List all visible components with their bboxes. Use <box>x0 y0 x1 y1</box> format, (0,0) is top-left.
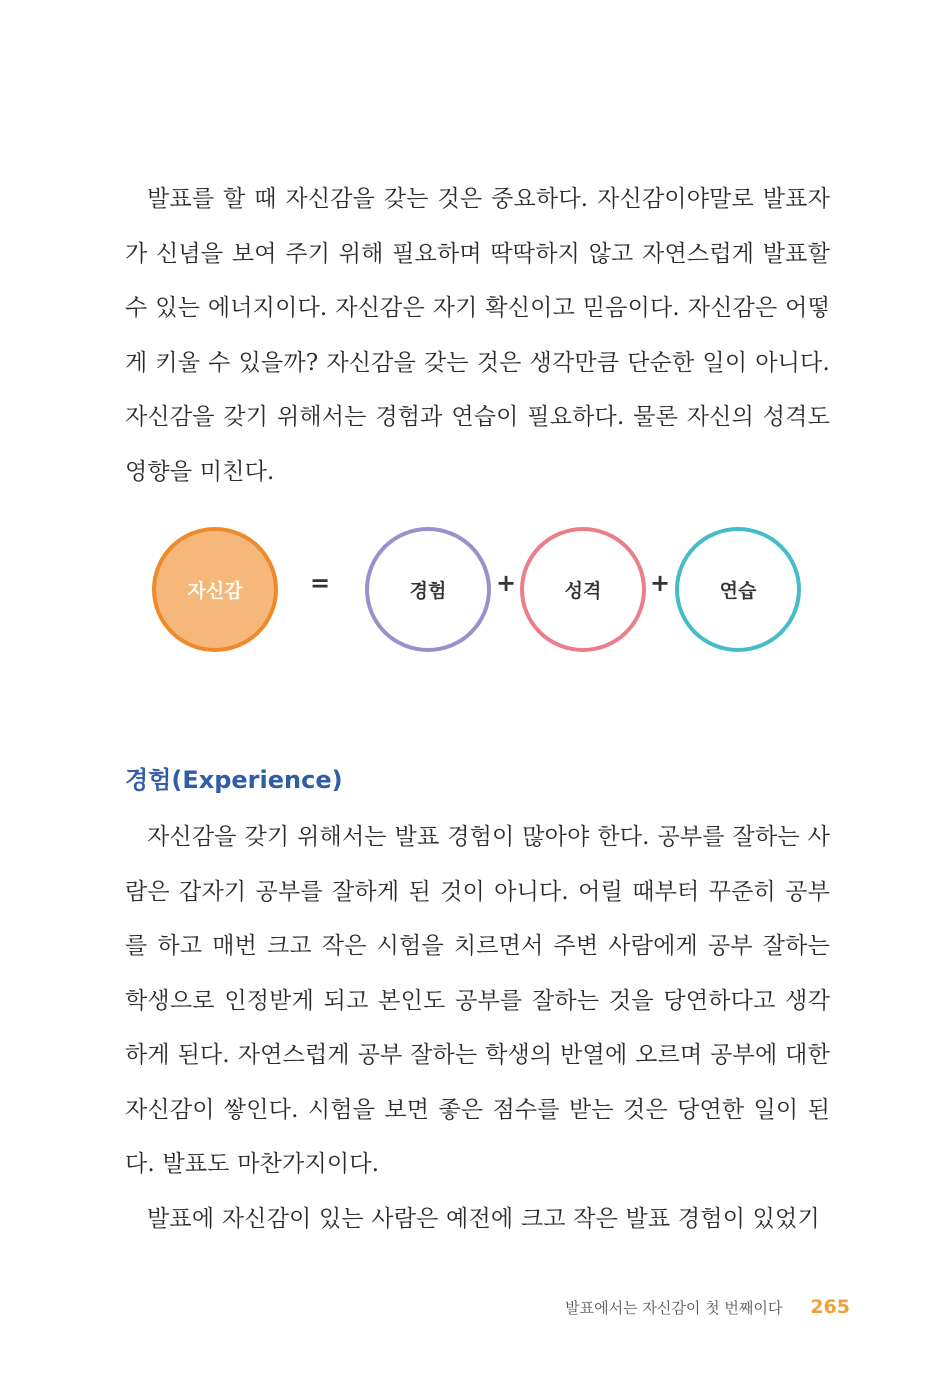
practice-label: 연습 <box>719 580 757 602</box>
practice-circle <box>675 527 801 652</box>
section-heading: 경험(Experience) <box>125 766 343 794</box>
plus-sign-1: + <box>495 569 517 597</box>
plus-sign-2: + <box>649 569 671 597</box>
running-title: 발표에서는 자신감이 첫 번째이다 <box>565 1299 783 1317</box>
experience-circle <box>365 527 491 652</box>
confidence-circle <box>152 527 278 652</box>
confidence-label: 자신감 <box>187 580 243 602</box>
section-paragraph-2: 발표에 자신감이 있는 사람은 예전에 크고 작은 발표 경험이 있었기 <box>147 1206 820 1232</box>
confidence-formula-diagram <box>0 527 946 652</box>
experience-label: 경험 <box>409 580 447 602</box>
intro-paragraph: 발표를 할 때 자신감을 갖는 것은 중요하다. 자신감이야말로 발표자가 신념을 보여 주기 위해 필요하며 딱딱하지 않고 자연스럽게 발표할 수 있는 에너지이다. 자신감은 자기 확신이고 믿음이다. 자신감은 어떻게 키울 수 있을까? 자신감을 갖는 것은 생각만큼 단순한 일이 아니다. 자신감을 갖기 위해서는 경험과 연습이 필요하다. 물론 자신의 성격도 영향을 미친다. <box>125 186 830 485</box>
section-paragraph-1: 자신감을 갖기 위해서는 발표 경험이 많아야 한다. 공부를 잘하는 사람은 갑자기 공부를 잘하게 된 것이 아니다. 어릴 때부터 꾸준히 공부를 하고 매번 크고 작은 시험을 치르면서 주변 사람에게 공부 잘하는 학생으로 인정받게 되고 본인도 공부를 잘하는 것을 당연하다고 생각하게 된다. 자연스럽게 공부 잘하는 학생의 반열에 오르며 공부에 대한 자신감이 쌓인다. 시험을 보면 좋은 점수를 받는 것은 당연한 일이 된다. 발표도 마찬가지이다. <box>125 824 830 1177</box>
page-footer <box>565 1296 850 1318</box>
personality-circle <box>520 527 646 652</box>
equals-sign: = <box>309 569 331 597</box>
page-number: 265 <box>810 1296 850 1318</box>
personality-label: 성격 <box>564 580 602 602</box>
